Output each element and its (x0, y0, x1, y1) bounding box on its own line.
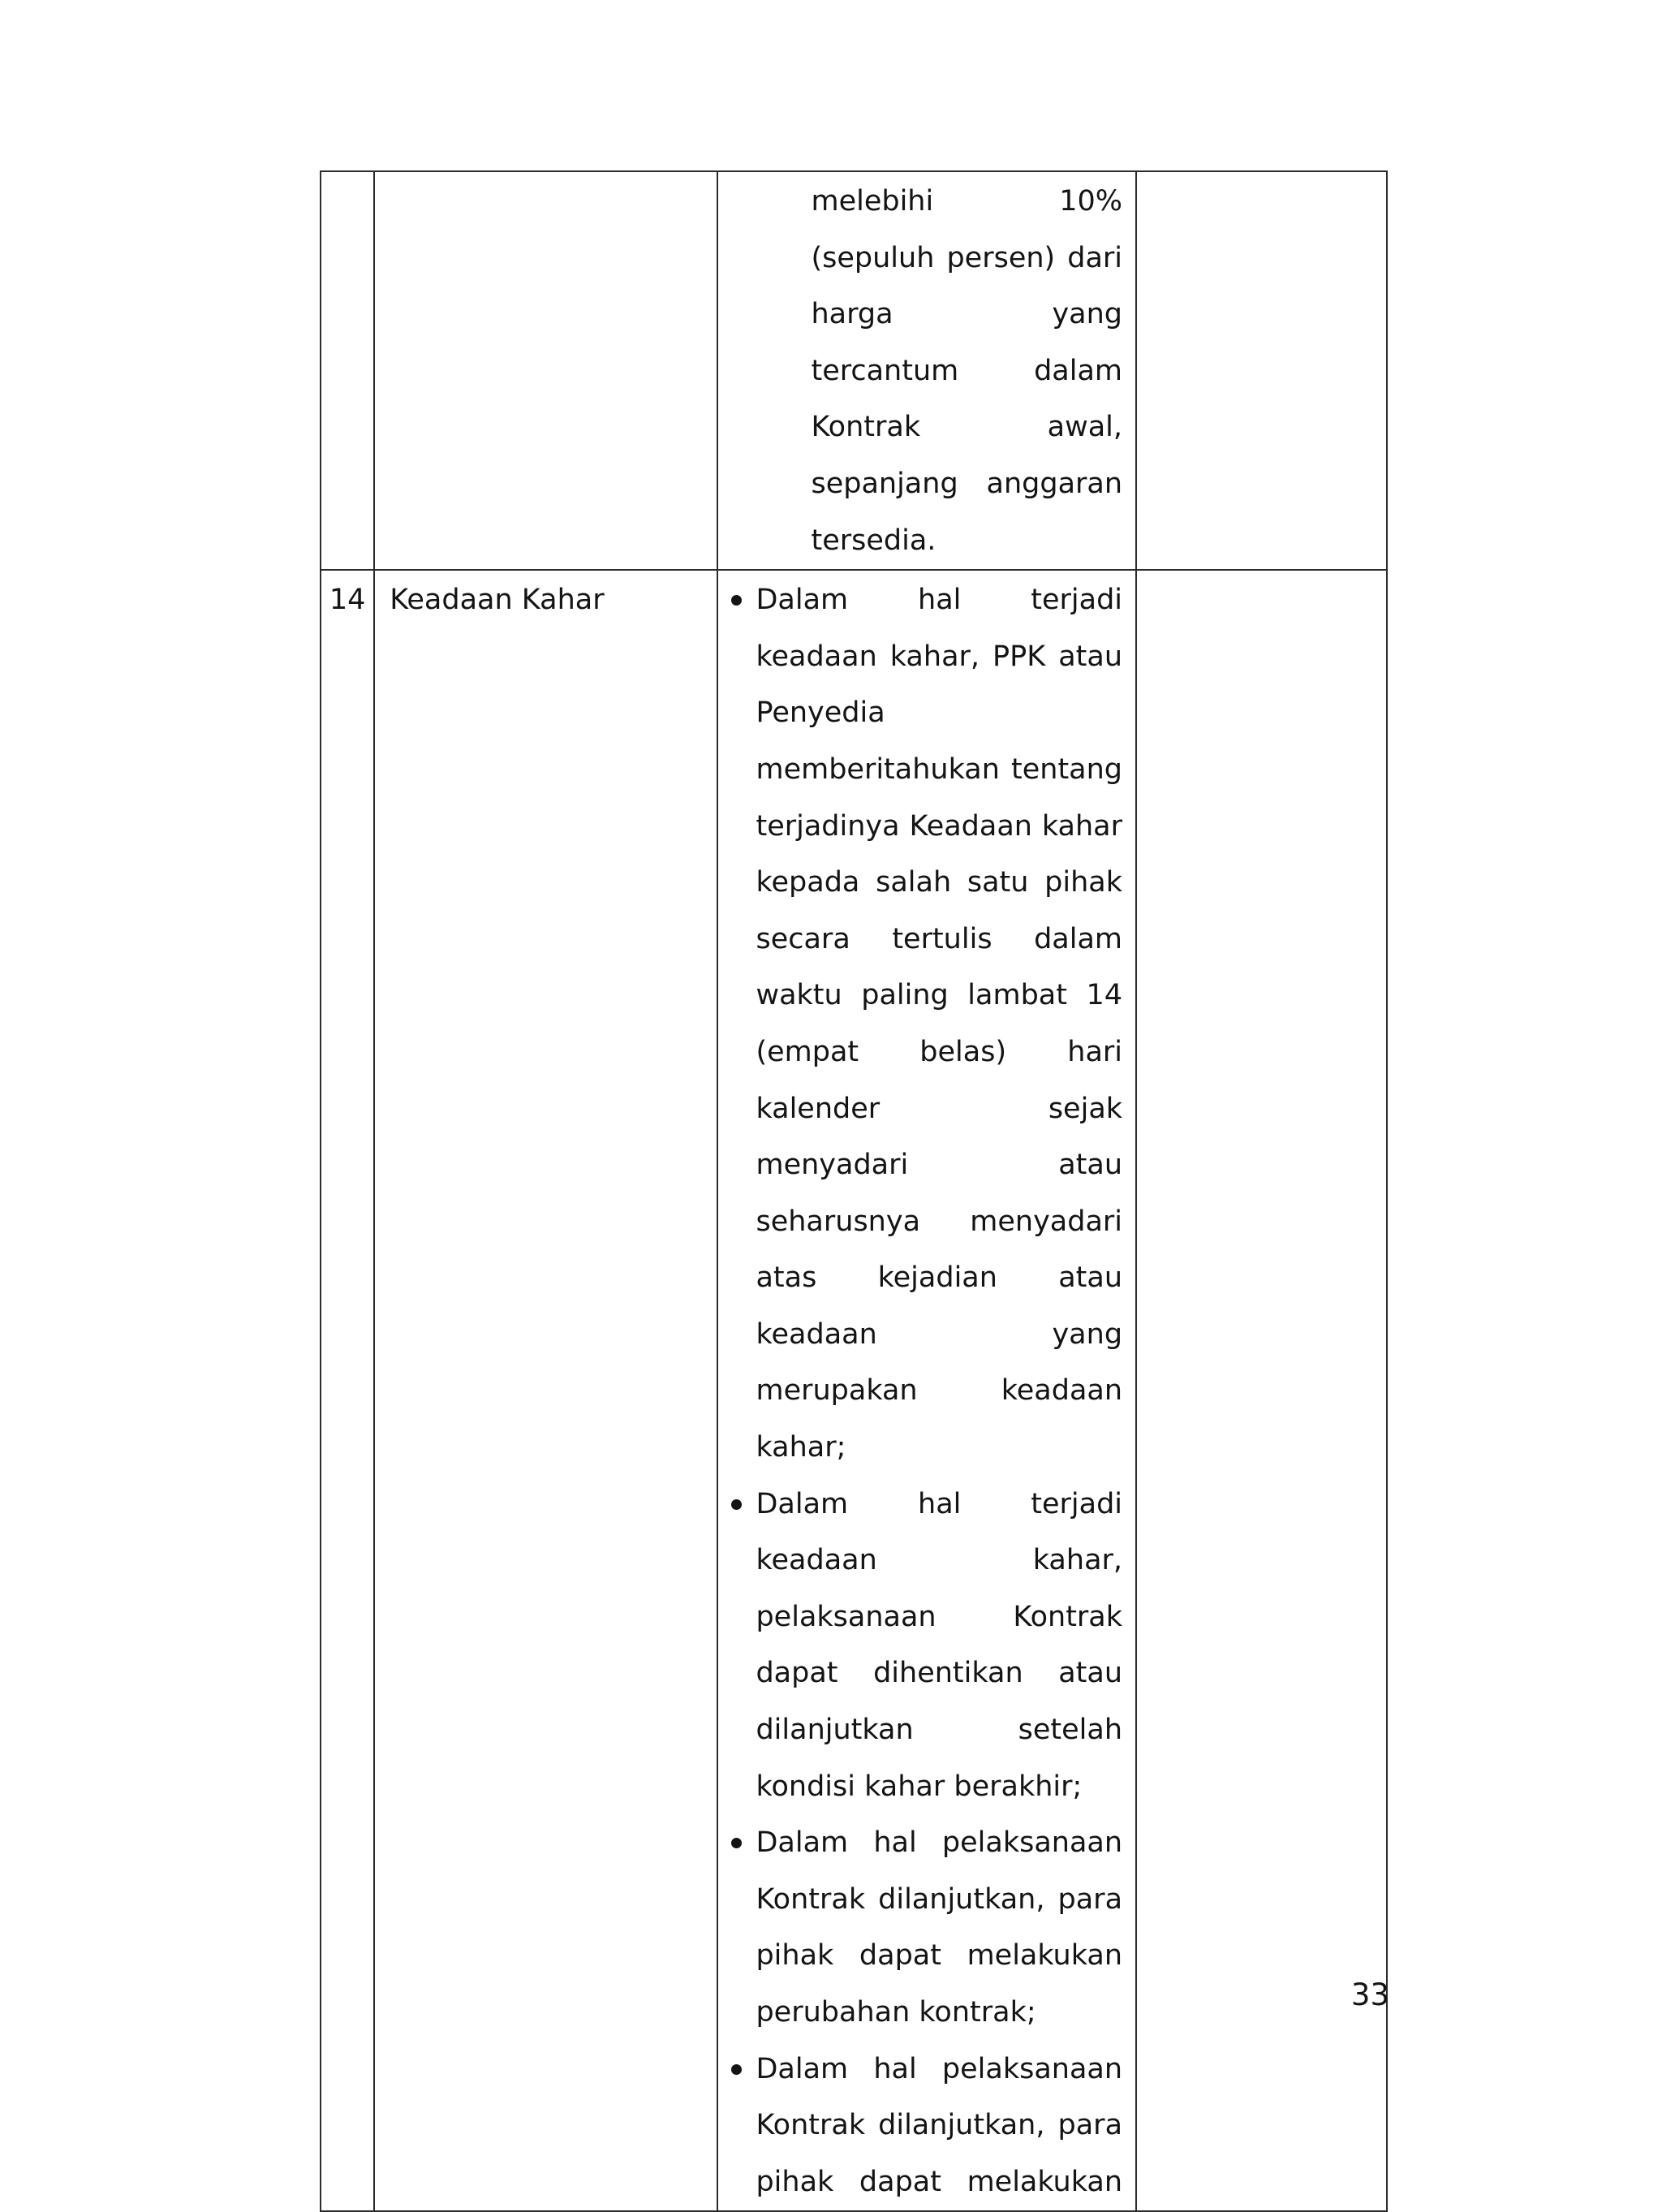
row-body-cell (717, 570, 1136, 2211)
list-item-text: Dalam hal pelaksanaan Kontrak dilanjutkan, para pihak dapat melakukan perubahan kontrak; (756, 1826, 1123, 2029)
bullet-icon (731, 1499, 742, 1510)
page-number: 33 (1350, 1977, 1389, 2012)
table-row-14 (321, 570, 1387, 2211)
list-item-text: Dalam hal terjadi keadaan kahar, PPK atau Penyedia memberitahukan tentang terjadinya Keadaan kahar kepada salah satu pihak secara tertulis dalam waktu paling lambat 14 (empat belas) hari kalender sejak menyadari atau seharusnya menyadari atas kejadian atau keadaan yang merupakan keadaan kahar; (756, 584, 1123, 1464)
list-item (718, 1815, 1122, 2041)
row-topic-cell (374, 171, 717, 570)
continued-paragraph (718, 174, 1122, 569)
row-note-cell (1136, 171, 1387, 570)
list-item-text: Dalam hal pelaksanaan Kontrak dilanjutkan, para pihak dapat melakukan (756, 2052, 1123, 2198)
list-item (718, 1477, 1122, 1816)
row-body-cell (717, 171, 1136, 570)
row-topic-cell: Keadaan Kahar (374, 570, 717, 2211)
continued-text-end: tersedia. (811, 524, 936, 557)
bullet-icon (731, 595, 742, 606)
bullet-icon (731, 2064, 742, 2075)
contract-table (320, 170, 1388, 2212)
bullet-list (718, 572, 1122, 2210)
table-row-continued (321, 171, 1387, 570)
continued-text: melebihi 10% (sepuluh persen) dari harga yang tercantum dalam Kontrak awal, sepanjang anggaran (811, 185, 1123, 500)
list-item (718, 572, 1122, 1477)
row-note-cell (1136, 570, 1387, 2211)
row-number-cell: 14 (321, 570, 374, 2211)
row-number-cell (321, 171, 374, 570)
list-item (718, 2042, 1122, 2211)
bullet-icon (731, 1838, 742, 1848)
list-item-text: Dalam hal terjadi keadaan kahar, pelaksanaan Kontrak dapat dihentikan atau dilanjutkan setelah kondisi kahar berakhir; (756, 1487, 1123, 1803)
